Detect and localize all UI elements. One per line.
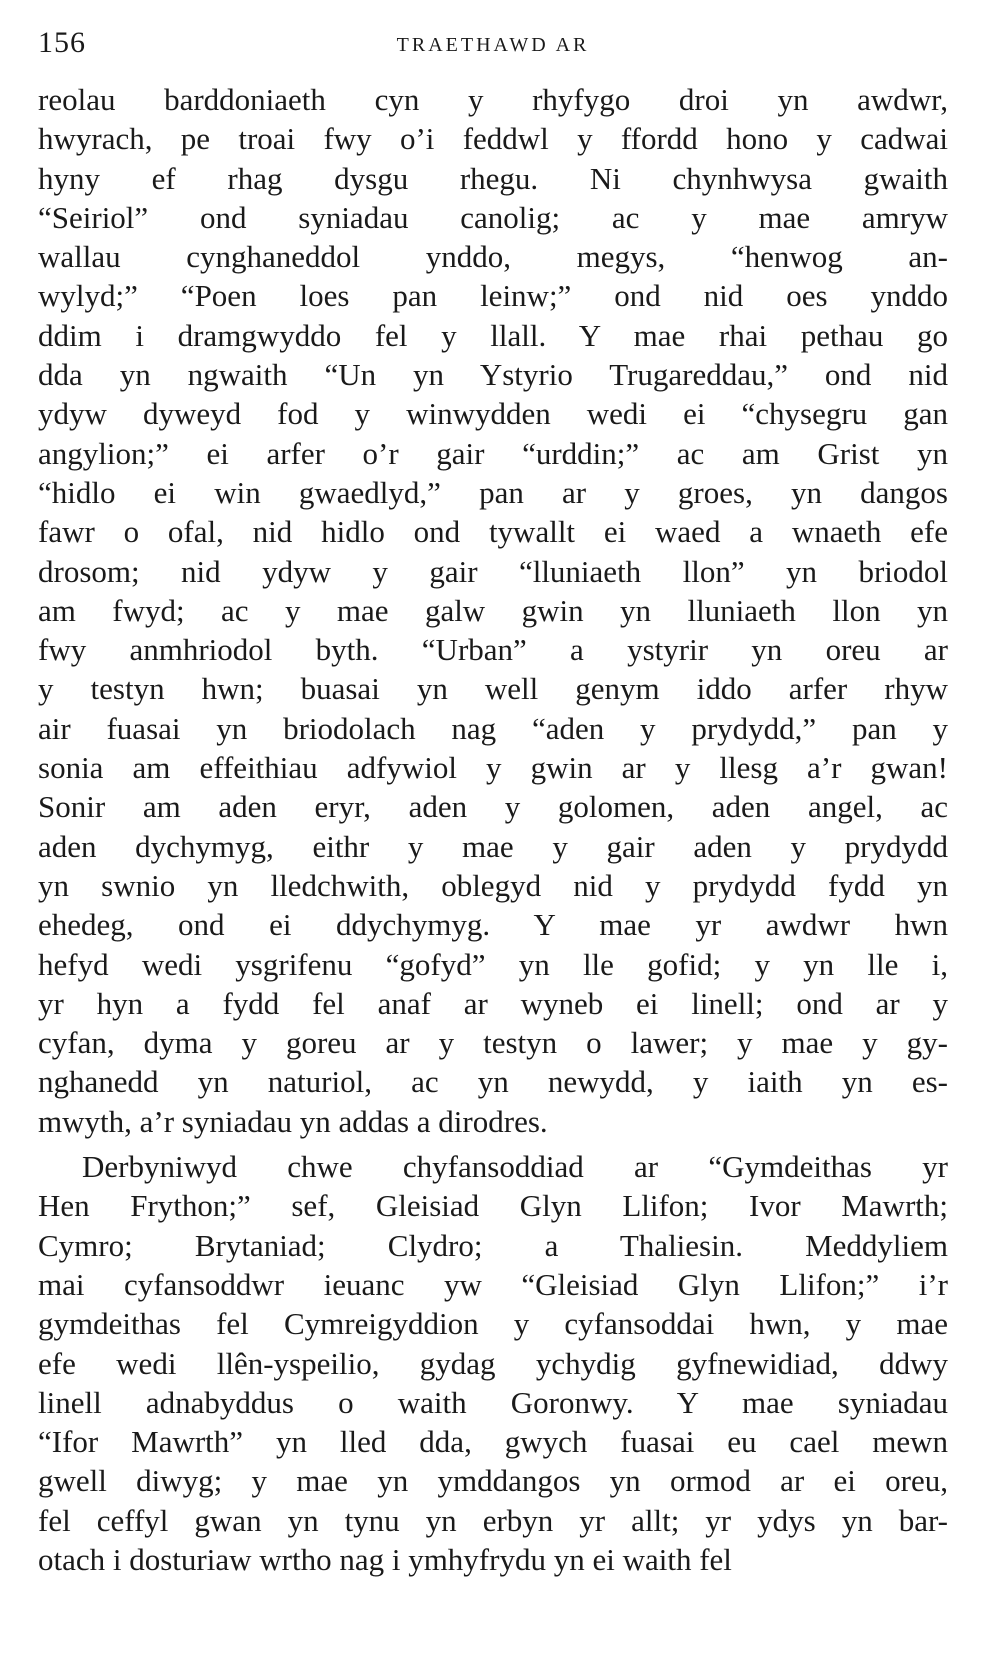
text-line: ddim i dramgwyddo fel y llall. Y mae rhai pethau go (38, 317, 948, 353)
text-line: mai cyfansoddwr ieuanc yw “Gleisiad Glyn Llifon;” i’r (38, 1266, 948, 1302)
text-line: sonia am effeithiau adfywiol y gwin ar y llesg a’r gwan! (38, 750, 948, 786)
paragraph-1 (38, 80, 948, 1141)
text-line: drosom; nid ydyw y gair “lluniaeth llon” yn briodol (38, 553, 948, 589)
text-line: hefyd wedi ysgrifenu “gofyd” yn lle gofid; y yn lle i, (38, 946, 948, 982)
text-line: ydyw dyweyd fod y winwydden wedi ei “chysegru gan (38, 396, 948, 432)
text-line: mwyth, a’r syniadau yn addas a dirodres. (38, 1103, 548, 1139)
text-line: air fuasai yn briodolach nag “aden y prydydd,” pan y (38, 710, 948, 746)
text-line: linell adnabyddus o waith Goronwy. Y mae syniadau (38, 1384, 948, 1420)
text-line: Sonir am aden eryr, aden y golomen, aden angel, ac (38, 789, 948, 825)
body-text (38, 80, 948, 1579)
text-line: efe wedi llên-yspeilio, gydag ychydig gyfnewidiad, ddwy (38, 1345, 948, 1381)
text-line: dda yn ngwaith “Un yn Ystyrio Trugareddau,” ond nid (38, 357, 948, 393)
text-line: nghanedd yn naturiol, ac yn newydd, y iaith yn es- (38, 1064, 948, 1100)
text-line: hyny ef rhag dysgu rhegu. Ni chynhwysa gwaith (38, 160, 948, 196)
text-line: am fwyd; ac y mae galw gwin yn lluniaeth llon yn (38, 592, 948, 628)
text-line: yr hyn a fydd fel anaf ar wyneb ei linell; ond ar y (38, 985, 948, 1021)
page-number: 156 (38, 26, 86, 59)
text-line: angylion;” ei arfer o’r gair “urddin;” ac am Grist yn (38, 435, 948, 471)
text-line: reolau barddoniaeth cyn y rhyfygo droi yn awdwr, (38, 82, 948, 117)
running-title: TRAETHAWD AR (396, 34, 590, 56)
text-line: gymdeithas fel Cymreigyddion y cyfansoddai hwn, y mae (38, 1306, 948, 1342)
text-line: cyfan, dyma y goreu ar y testyn o lawer; y mae y gy- (38, 1025, 948, 1061)
text-line: y testyn hwn; buasai yn well genym iddo arfer rhyw (38, 671, 948, 707)
book-page (38, 22, 948, 1579)
running-head (38, 22, 948, 70)
text-line: hwyrach, pe troai fwy o’i feddwl y ffordd hono y cadwai (38, 121, 948, 157)
text-line: wallau cynghaneddol ynddo, megys, “henwog an- (38, 239, 948, 275)
text-line: yn swnio yn lledchwith, oblegyd nid y prydydd fydd yn (38, 867, 948, 903)
text-line: “hidlo ei win gwaedlyd,” pan ar y groes, yn dangos (38, 474, 948, 510)
paragraph-2 (38, 1147, 948, 1579)
text-line: ehedeg, ond ei ddychymyg. Y mae yr awdwr hwn (38, 907, 948, 943)
text-line: Derbyniwyd chwe chyfansoddiad ar “Gymdeithas yr (82, 1149, 948, 1185)
text-line: otach i dosturiaw wrtho nag i ymhyfrydu yn ei waith fel (38, 1541, 732, 1577)
text-line: fawr o ofal, nid hidlo ond tywallt ei waed a wnaeth efe (38, 514, 948, 550)
text-line: fwy anmhriodol byth. “Urban” a ystyrir yn oreu ar (38, 632, 948, 668)
text-line: gwell diwyg; y mae yn ymddangos yn ormod ar ei oreu, (38, 1463, 948, 1499)
text-line: “Seiriol” ond syniadau canolig; ac y mae amryw (38, 199, 948, 235)
text-line: Cymro; Brytaniad; Clydro; a Thaliesin. Meddyliem (38, 1227, 948, 1263)
text-line: wylyd;” “Poen loes pan leinw;” ond nid oes ynddo (38, 278, 948, 314)
text-line: fel ceffyl gwan yn tynu yn erbyn yr allt; yr ydys yn bar- (38, 1502, 948, 1538)
text-line: aden dychymyg, eithr y mae y gair aden y prydydd (38, 828, 948, 864)
text-line: Hen Frython;” sef, Gleisiad Glyn Llifon; Ivor Mawrth; (38, 1188, 948, 1224)
text-line: “Ifor Mawrth” yn lled dda, gwych fuasai eu cael mewn (38, 1424, 948, 1460)
